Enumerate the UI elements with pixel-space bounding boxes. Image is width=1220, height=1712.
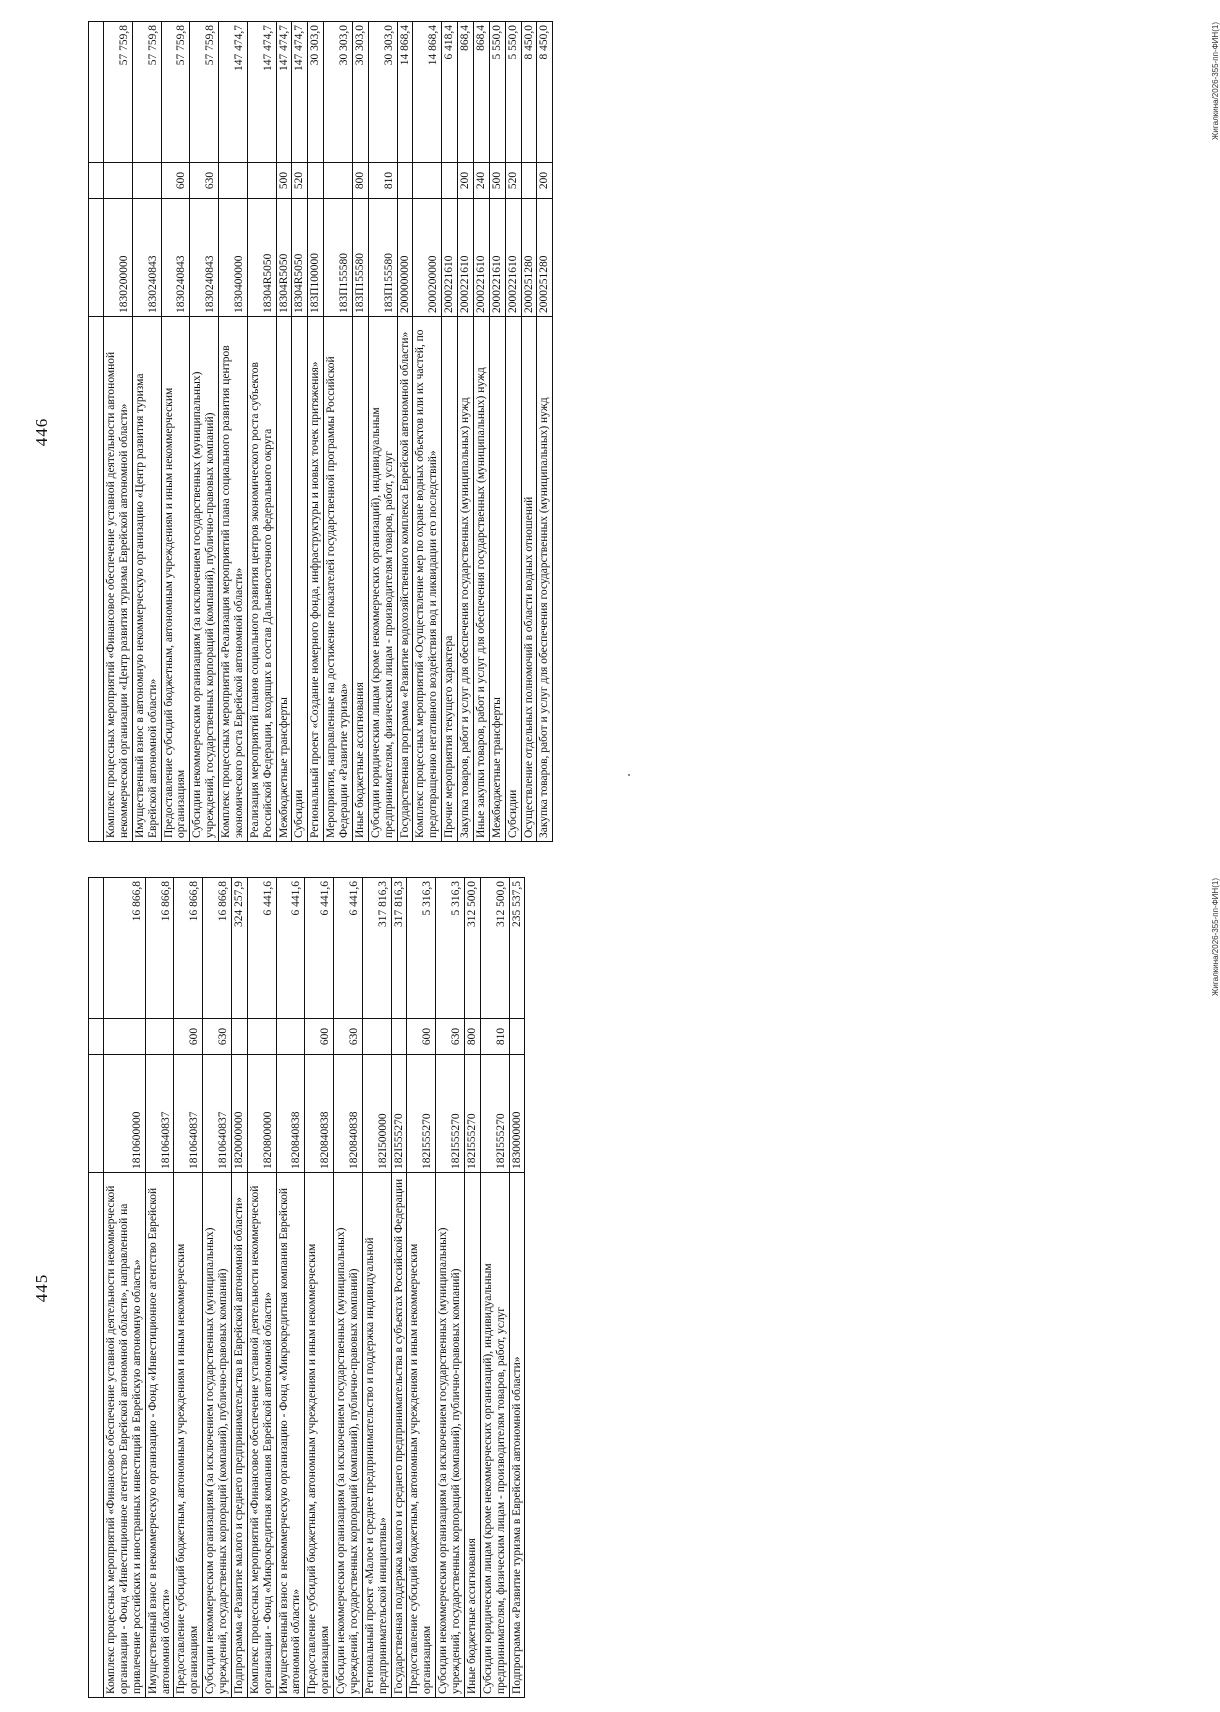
row-name-cell [89,317,104,842]
row-amount-cell: 147 474,7 [292,22,308,163]
row-code-cell: 18304R5050 [292,199,308,317]
row-amount-cell: 16 866,8 [174,878,203,1019]
row-type-cell [324,163,353,199]
row-name-cell: Имущественный взнос в некоммерческую организацию - Фонд «Микрокредитная компания Еврейской автономной области» [276,1173,305,1698]
row-amount-cell: 6 441,6 [276,878,305,1019]
row-amount-cell: 57 759,8 [132,22,161,163]
row-amount-cell: 30 303,0 [368,22,397,163]
row-type-cell [247,163,276,199]
row-amount-cell: 312 500,0 [464,878,480,1019]
footer-label: Жигалкина/2026-355-пп-ФИН(1) [1211,878,1220,996]
row-name-cell: Иные бюджетные ассигнования [464,1173,480,1698]
row-type-cell [308,163,324,199]
row-code-cell: 2000221610 [473,199,489,317]
table-row [231,878,247,1698]
table-row [521,22,537,842]
table-row [489,22,505,842]
row-type-cell: 600 [174,1019,203,1055]
row-name-cell: Подпрограмма «Развитие туризма в Еврейской автономной области» [509,1173,525,1698]
table-row [397,22,413,842]
row-type-cell: 500 [489,163,505,199]
row-code-cell: 1830400000 [219,199,248,317]
row-type-cell [276,1019,305,1055]
row-name-cell: Субсидии [292,317,308,842]
row-code-cell: 1830240843 [190,199,219,317]
row-code-cell: 18304R5050 [247,199,276,317]
row-code-cell: 183П155580 [368,199,397,317]
row-code-cell: 182I555270 [391,1055,407,1173]
row-name-cell: Иные закупки товаров, работ и услуг для обеспечения государственных (муниципальных) нужд [473,317,489,842]
page-445 [32,878,1220,1698]
row-name-cell: Государственная программа «Развитие водохозяйственного комплекса Еврейской автономной области» [397,317,413,842]
table-row [407,878,436,1698]
table-row [464,878,480,1698]
row-amount-cell: 30 303,0 [324,22,353,163]
row-type-cell: 240 [473,163,489,199]
row-name-cell: Предоставление субсидий бюджетным, автономным учреждениям и иным некоммерческим организациям [161,317,190,842]
row-type-cell: 630 [190,163,219,199]
row-amount-cell: 312 500,0 [480,878,509,1019]
row-type-cell [397,163,413,199]
row-amount-cell: 5 316,3 [407,878,436,1019]
row-type-cell [247,1019,276,1055]
row-code-cell: 2000221610 [505,199,521,317]
row-name-cell: Комплекс процессных мероприятий «Финансовое обеспечение уставной деятельности некоммерческой организации - Фонд «Инвестиционное агентство Еврейской автономной области», направленной на привлечение российских и иностранных инвестиций в Еврейскую автономную область» [104,1173,146,1698]
row-type-cell [521,163,537,199]
row-name-cell: Региональный проект «Создание номерного фонда, инфраструктуры и новых точек притяжения» [308,317,324,842]
row-code-cell: 183П155580 [352,199,368,317]
row-amount-cell: 235 537,5 [509,878,525,1019]
row-amount-cell: 30 303,0 [352,22,368,163]
table-row [436,878,465,1698]
row-type-cell [104,1019,146,1055]
table-row [104,22,133,842]
row-code-cell: 183П100000 [308,199,324,317]
table-row [324,22,353,842]
table-row [276,878,305,1698]
row-code-cell: 1830240843 [132,199,161,317]
row-amount-cell: 147 474,7 [219,22,248,163]
row-name-cell: Субсидии юридическим лицам (кроме некоммерческих организаций), индивидуальным предпринимателям, физическим лицам - производителям товаров, работ, услуг [480,1173,509,1698]
row-code-cell: 182I500000 [362,1055,391,1173]
row-type-cell: 600 [161,163,190,199]
page-446 [32,22,1220,842]
row-amount-cell: 57 759,8 [190,22,219,163]
table-row [362,878,391,1698]
table-row [305,878,334,1698]
row-type-cell: 810 [480,1019,509,1055]
row-name-cell: Закупка товаров, работ и услуг для обеспечения государственных (муниципальных) нужд [537,317,553,842]
table-row [161,22,190,842]
table-row [308,22,324,842]
row-amount-cell: 147 474,7 [276,22,292,163]
row-name-cell: Комплекс процессных мероприятий «Финансовое обеспечение уставной деятельности автономной некоммерческой организации «Центр развития туризма Еврейской автономной области» [104,317,133,842]
row-type-cell: 600 [407,1019,436,1055]
row-name-cell: Субсидии некоммерческим организациям (за исключением государственных (муниципальных) учреждений, государственных корпораций (компаний), публично-правовых компаний) [203,1173,232,1698]
row-amount-cell: 16 866,8 [104,878,146,1019]
row-code-cell: 1810640837 [145,1055,174,1173]
row-code-cell: 1810640837 [203,1055,232,1173]
table-row [505,22,521,842]
table-row [334,878,363,1698]
row-type-cell [391,1019,407,1055]
row-type-cell [362,1019,391,1055]
row-name-cell: Комплекс процессных мероприятий «Финансовое обеспечение уставной деятельности некоммерческой организации - Фонд «Микрокредитная компания Еврейской автономной области» [247,1173,276,1698]
row-amount-cell: 317 816,3 [362,878,391,1019]
row-amount-cell: 16 866,8 [203,878,232,1019]
table-row [413,22,442,842]
row-code-cell: 1820800000 [247,1055,276,1173]
row-amount-cell: 6 441,6 [247,878,276,1019]
row-amount-cell: 14 868,4 [413,22,442,163]
row-code-cell: 1810640837 [174,1055,203,1173]
row-type-cell [413,163,442,199]
row-name-cell: Прочие мероприятия текущего характера [442,317,458,842]
row-name-cell: Межбюджетные трансферты [489,317,505,842]
row-code-cell: 1830200000 [104,199,133,317]
row-type-cell [89,163,104,199]
row-amount-cell: 5 316,3 [436,878,465,1019]
table-row [442,22,458,842]
row-type-cell: 200 [537,163,553,199]
row-name-cell: Субсидии юридическим лицам (кроме некоммерческих организаций), индивидуальным предпринимателям, физическим лицам - производителям товаров, работ, услуг [368,317,397,842]
row-code-cell: 182I555270 [407,1055,436,1173]
row-code-cell: 18304R5050 [276,199,292,317]
row-code-cell: 1830240843 [161,199,190,317]
row-type-cell: 810 [368,163,397,199]
row-code-cell: 2000251280 [521,199,537,317]
table-row [247,22,276,842]
row-name-cell: Комплекс процессных мероприятий «Осуществление мер по охране водных объектов или их частей, по предотвращению негативного воздействия вод и ликвидации его последствий» [413,317,442,842]
row-name-cell: Региональный проект «Малое и среднее предпринимательство и поддержка индивидуальной предпринимательской инициативы» [362,1173,391,1698]
table-row [145,878,174,1698]
row-name-cell [89,1173,104,1698]
row-type-cell: 520 [505,163,521,199]
row-code-cell [89,1055,104,1173]
row-code-cell [89,199,104,317]
row-type-cell [132,163,161,199]
row-type-cell: 200 [458,163,474,199]
table-row [292,22,308,842]
table-row [89,22,104,842]
row-amount-cell: 324 257,9 [231,878,247,1019]
row-name-cell: Субсидии некоммерческим организациям (за исключением государственных (муниципальных) учреждений, государственных корпораций (компаний), публично-правовых компаний) [436,1173,465,1698]
table-row [132,22,161,842]
table-row [352,22,368,842]
row-amount-cell: 6 441,6 [334,878,363,1019]
budget-table [88,877,525,1698]
table-row [174,878,203,1698]
row-name-cell: Мероприятия, направленные на достижение показателей государственной программы Российской Федерации «Развитие туризма» [324,317,353,842]
table-row [219,22,248,842]
row-type-cell [145,1019,174,1055]
row-name-cell: Комплекс процессных мероприятий «Реализация мероприятий плана социального развития центров экономического роста Еврейской автономной области» [219,317,248,842]
row-code-cell: 182I555270 [480,1055,509,1173]
row-code-cell: 2000251280 [537,199,553,317]
row-code-cell: 183П155580 [324,199,353,317]
row-name-cell: Предоставление субсидий бюджетным, автономным учреждениям и иным некоммерческим организациям [407,1173,436,1698]
row-code-cell: 1820840838 [276,1055,305,1173]
row-code-cell: 1820000000 [231,1055,247,1173]
table-row [537,22,553,842]
row-type-cell: 630 [334,1019,363,1055]
row-type-cell [442,163,458,199]
budget-table [88,21,553,842]
table-row [203,878,232,1698]
row-name-cell: Субсидии некоммерческим организациям (за исключением государственных (муниципальных) учреждений, государственных корпораций (компаний), публично-правовых компаний) [190,317,219,842]
row-amount-cell [89,878,104,1019]
table-row [104,878,146,1698]
table-row [458,22,474,842]
row-type-cell [104,163,133,199]
row-code-cell: 2000221610 [489,199,505,317]
row-amount-cell: 5 550,0 [505,22,521,163]
page-number: 446 [32,417,51,447]
row-name-cell: Субсидии некоммерческим организациям (за исключением государственных (муниципальных) учреждений, государственных корпораций (компаний), публично-правовых компаний) [334,1173,363,1698]
row-name-cell: Реализация мероприятий планов социального развития центров экономического роста субъектов Российской Федерации, входящих в состав Дальневосточного федерального округа [247,317,276,842]
row-name-cell: Осуществление отдельных полномочий в области водных отношений [521,317,537,842]
row-name-cell: Имущественный взнос в некоммерческую организацию - Фонд «Инвестиционное агентство Еврейской автономной области» [145,1173,174,1698]
row-type-cell: 520 [292,163,308,199]
row-type-cell: 800 [464,1019,480,1055]
row-type-cell: 800 [352,163,368,199]
row-type-cell: 630 [203,1019,232,1055]
row-type-cell: 630 [436,1019,465,1055]
row-name-cell: Предоставление субсидий бюджетным, автономным учреждениям и иным некоммерческим организациям [305,1173,334,1698]
row-amount-cell: 6 441,6 [305,878,334,1019]
row-type-cell [219,163,248,199]
row-name-cell: Субсидии [505,317,521,842]
table-row [473,22,489,842]
row-name-cell: Государственная поддержка малого и среднего предпринимательства в субъектах Российской Федерации [391,1173,407,1698]
row-amount-cell: 5 550,0 [489,22,505,163]
footer-label: Жигалкина/2026-355-пп-ФИН(1) [1211,22,1220,140]
row-name-cell: Закупка товаров, работ и услуг для обеспечения государственных (муниципальных) нужд [458,317,474,842]
row-name-cell: Иные бюджетные ассигнования [352,317,368,842]
row-amount-cell: 8 450,0 [521,22,537,163]
row-amount-cell: 317 816,3 [391,878,407,1019]
table-row [368,22,397,842]
row-amount-cell: 30 303,0 [308,22,324,163]
row-code-cell: 2000221610 [458,199,474,317]
row-name-cell: Межбюджетные трансферты [276,317,292,842]
row-code-cell: 2000221610 [442,199,458,317]
row-code-cell: 1820840838 [305,1055,334,1173]
row-amount-cell: 8 450,0 [537,22,553,163]
row-type-cell [509,1019,525,1055]
table-row [391,878,407,1698]
row-amount-cell: 6 418,4 [442,22,458,163]
table-row [276,22,292,842]
row-amount-cell: 57 759,8 [161,22,190,163]
scan-speck [628,774,630,776]
table-row [480,878,509,1698]
row-name-cell: Предоставление субсидий бюджетным, автономным учреждениям и иным некоммерческим организациям [174,1173,203,1698]
row-amount-cell: 868,4 [473,22,489,163]
row-amount-cell: 16 866,8 [145,878,174,1019]
row-amount-cell [89,22,104,163]
row-name-cell: Подпрограмма «Развитие малого и среднего предпринимательства в Еврейской автономной области» [231,1173,247,1698]
page-number: 445 [32,1273,51,1303]
row-code-cell: 1810600000 [104,1055,146,1173]
row-type-cell [89,1019,104,1055]
row-amount-cell: 147 474,7 [247,22,276,163]
row-code-cell: 182I555270 [436,1055,465,1173]
row-code-cell: 1820840838 [334,1055,363,1173]
row-amount-cell: 868,4 [458,22,474,163]
row-code-cell: 2000000000 [397,199,413,317]
row-type-cell [231,1019,247,1055]
row-type-cell: 600 [305,1019,334,1055]
table-row [509,878,525,1698]
table-row [190,22,219,842]
row-amount-cell: 57 759,8 [104,22,133,163]
row-name-cell: Имущественный взнос в автономную некоммерческую организацию «Центр развития туризма Еврейской автономной области» [132,317,161,842]
row-code-cell: 2000200000 [413,199,442,317]
table-row [89,878,104,1698]
table-row [247,878,276,1698]
row-code-cell: 1830000000 [509,1055,525,1173]
row-amount-cell: 14 868,4 [397,22,413,163]
row-code-cell: 182I555270 [464,1055,480,1173]
row-type-cell: 500 [276,163,292,199]
